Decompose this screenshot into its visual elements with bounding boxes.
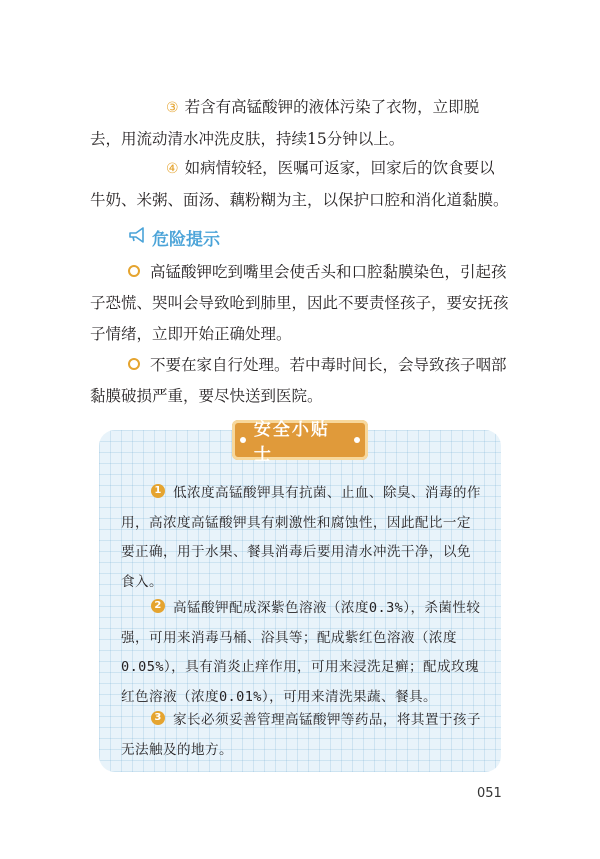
paragraph-4 [90,153,510,216]
danger-item-text: 高锰酸钾吃到嘴里会使舌头和口腔黏膜染色，引起孩子恐慌、哭叫会导致呛到肺里，因此不要责怪孩子，要安抚孩子情绪，立即开始正确处理。 [90,263,509,343]
tip-item-3 [121,706,483,765]
dot-icon [354,437,360,443]
ring-bullet-icon [128,358,140,370]
paragraph-3 [90,92,510,155]
tip-item-1 [121,479,483,597]
page-number: 051 [477,786,502,801]
safety-tips-tag [232,420,368,465]
tip-text: 家长必须妥善管理高锰酸钾等药品，将其置于孩子无法触及的地方。 [121,712,481,758]
ring-bullet-icon [128,265,140,277]
circled-number-3: ③ [166,100,179,116]
safety-tips-title: 安全小贴士 [253,420,330,465]
megaphone-icon [128,226,148,249]
tip-text: 低浓度高锰酸钾具有抗菌、止血、除臭、消毒的作用，高浓度高锰酸钾具有刺激性和腐蚀性，因此配比一定要正确，用于水果、餐具消毒后要用清水冲洗干净，以免食入。 [121,485,481,590]
paragraph-text: 如病情较轻，医嘱可返家，回家后的饮食要以牛奶、米粥、面汤、藕粉糊为主，以保护口腔和消化道黏膜。 [90,159,509,209]
dot-icon [240,437,246,443]
tip-number-badge: 3 [151,711,165,725]
tip-text: 高锰酸钾配成深紫色溶液（浓度0.3%），杀菌性较强，可用来消毒马桶、浴具等；配成紫红色溶液（浓度0.05%），具有消炎止痒作用，可用来浸洗足癣；配成玫瑰红色溶液（浓度0.01%），可用来清洗果蔬、餐具。 [121,600,481,705]
tip-number-badge: 1 [151,484,165,498]
danger-section-title [128,225,220,250]
tip-item-2 [121,594,483,712]
danger-title-text: 危险提示 [152,230,220,250]
danger-item-text: 不要在家自行处理。若中毒时间长，会导致孩子咽部黏膜破损严重，要尽快送到医院。 [90,356,507,405]
tip-number-badge: 2 [151,599,165,613]
paragraph-text: 若含有高锰酸钾的液体污染了衣物，立即脱去，用流动清水冲洗皮肤，持续15分钟以上。 [90,98,480,148]
danger-item-2 [90,350,510,412]
circled-number-4: ④ [166,161,179,177]
danger-item-1 [90,257,510,350]
